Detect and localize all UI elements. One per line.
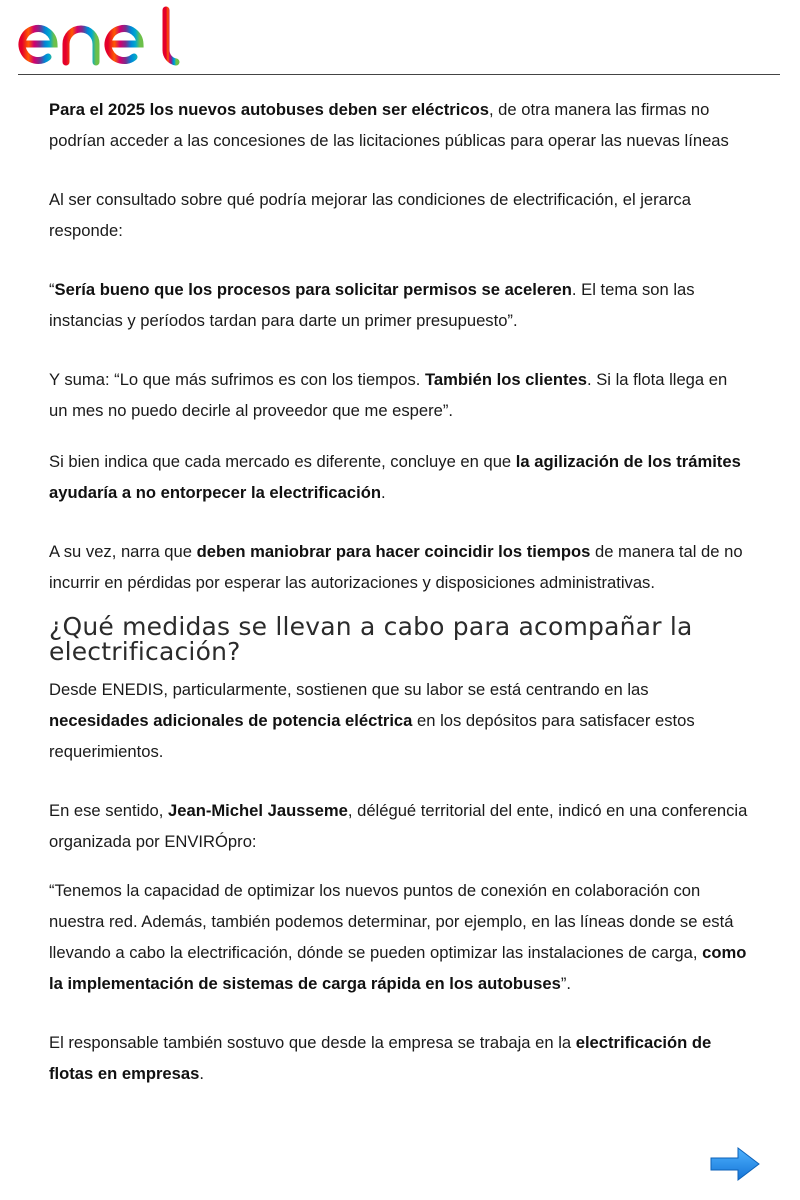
bold-text: la agilización de los trámites ayudaría a no entorpecer la electrificación bbox=[49, 452, 741, 502]
bold-text: Sería bueno que los procesos para solicitar permisos se aceleren bbox=[54, 280, 572, 299]
bold-text: Jean-Michel Jausseme bbox=[168, 801, 348, 820]
section-heading: ¿Qué medidas se llevan a cabo para acompañar la electrificación? bbox=[49, 612, 693, 666]
text-span: , de otra manera las firmas no podrían acceder a las concesiones de las licitaciones públicas para operar las nuevas líneas bbox=[49, 100, 729, 150]
bold-text: Para el 2025 los nuevos autobuses deben ser eléctricos bbox=[49, 100, 489, 119]
text-span: Y suma: “Lo que más sufrimos es con los tiempos. bbox=[49, 370, 425, 389]
paragraph-6 bbox=[49, 536, 749, 598]
text-span: ”. bbox=[560, 974, 571, 993]
paragraph-4 bbox=[49, 364, 749, 426]
text-span: A su vez, narra que bbox=[49, 542, 197, 561]
text-span: Si bien indica que cada mercado es diferente, concluye en que bbox=[49, 452, 516, 471]
paragraph-7 bbox=[49, 674, 749, 767]
paragraph-9 bbox=[49, 875, 749, 999]
text-span: “ bbox=[49, 280, 55, 299]
enel-logo[interactable] bbox=[18, 4, 182, 66]
page-header bbox=[18, 0, 780, 75]
text-span: , délégué territorial del ente, indicó en una conferencia organizada por ENVIRÓpro: bbox=[49, 801, 748, 851]
bold-text: como la implementación de sistemas de carga rápida en los autobuses bbox=[49, 943, 747, 993]
text-span: Desde ENEDIS, particularmente, sostienen que su labor se está centrando en las bbox=[49, 680, 649, 699]
text-span: “Tenemos la capacidad de optimizar los nuevos puntos de conexión en colaboración con nuestra red. Además, también podemos determinar, por ejemplo, en las líneas donde se está llevando a cabo la electrificación, dónde se pueden optimizar las instalaciones de carga, bbox=[49, 881, 734, 962]
paragraph-1 bbox=[49, 94, 749, 156]
text-span: de manera tal de no incurrir en pérdidas por esperar las autorizaciones y disposiciones administrativas. bbox=[49, 542, 743, 592]
bold-text: También los clientes bbox=[424, 370, 587, 389]
text-span: . bbox=[199, 1064, 204, 1083]
text-span: . Si la flota llega en un mes no puedo decirle al proveedor que me espere”. bbox=[49, 370, 728, 420]
article-body bbox=[49, 94, 749, 1089]
text-span: Al ser consultado sobre qué podría mejorar las condiciones de electrificación, el jerarca responde: bbox=[49, 190, 691, 240]
text-span: El responsable también sostuvo que desde la empresa se trabaja en la bbox=[49, 1033, 576, 1052]
bold-text: necesidades adicionales de potencia eléctrica bbox=[49, 711, 413, 730]
text-span: en los depósitos para satisfacer estos requerimientos. bbox=[49, 711, 695, 761]
text-span: . El tema son las instancias y períodos tardan para darte un primer presupuesto”. bbox=[49, 280, 695, 330]
paragraph-8 bbox=[49, 795, 749, 857]
paragraph-5 bbox=[49, 446, 749, 508]
paragraph-2 bbox=[49, 184, 749, 246]
bold-text: electrificación de flotas en empresas bbox=[49, 1033, 712, 1083]
paragraph-10 bbox=[49, 1027, 749, 1089]
arrow-right-icon[interactable] bbox=[708, 1144, 762, 1184]
bold-text: deben maniobrar para hacer coincidir los tiempos bbox=[196, 542, 591, 561]
text-span: En ese sentido, bbox=[49, 801, 169, 820]
text-span: . bbox=[381, 483, 386, 502]
paragraph-3 bbox=[49, 274, 749, 336]
